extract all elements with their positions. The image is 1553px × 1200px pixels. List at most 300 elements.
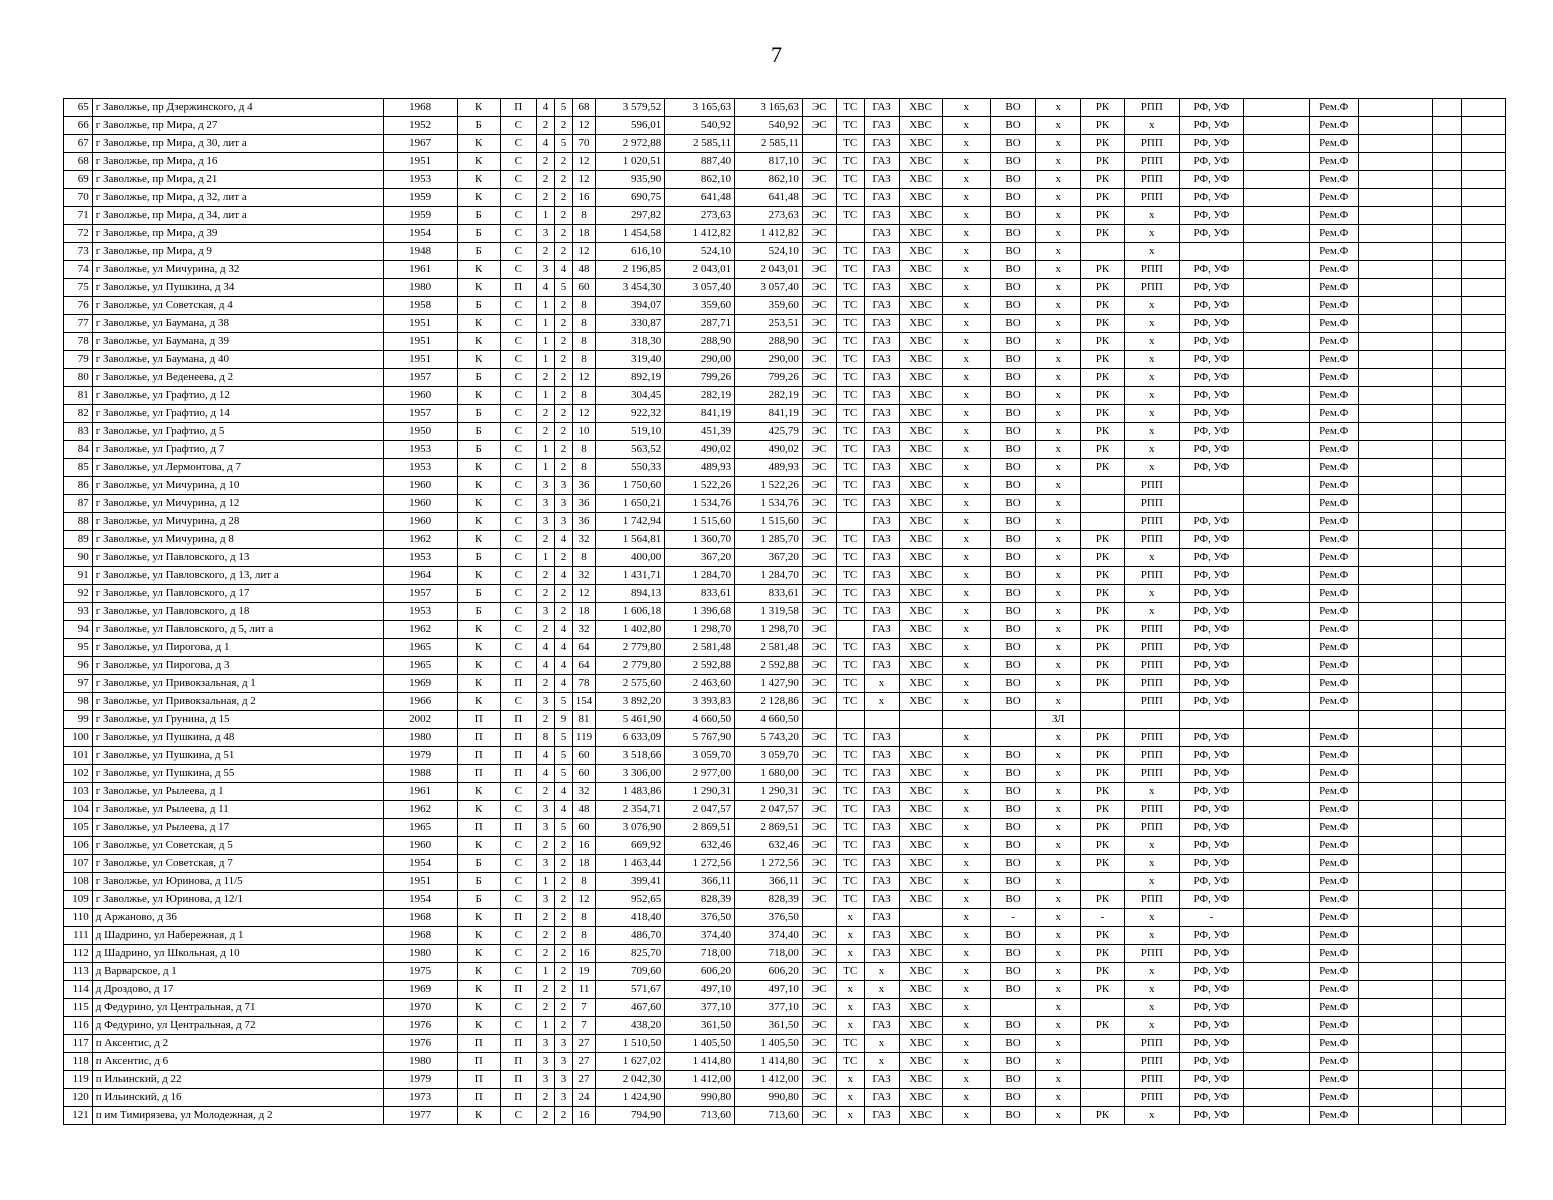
- table-row: [64, 1107, 1506, 1125]
- cell-year-built: 1957: [383, 369, 457, 387]
- cell-address: г Заволжье, ул Баумана, д 39: [92, 333, 383, 351]
- cell-cold-water: ХВС: [899, 693, 942, 711]
- cell-facade: РФ, УФ: [1180, 1017, 1244, 1035]
- cell-floor-material: П: [500, 909, 536, 927]
- cell-note-a: [1358, 207, 1432, 225]
- cell-facade: РФ, УФ: [1180, 873, 1244, 891]
- cell-hot-water: x: [942, 315, 990, 333]
- cell-other-utility: x: [1036, 117, 1081, 135]
- cell-electricity: ЭС: [802, 603, 836, 621]
- cell-extra: [1243, 99, 1309, 117]
- cell-hot-water: x: [942, 837, 990, 855]
- cell-note-a: [1358, 999, 1432, 1017]
- cell-residential-area: 2 581,48: [735, 639, 803, 657]
- cell-other-utility: x: [1036, 801, 1081, 819]
- cell-repair-fund: Рем.Ф: [1309, 981, 1358, 999]
- cell-row-index: 73: [64, 243, 93, 261]
- cell-facade: РФ, УФ: [1180, 513, 1244, 531]
- cell-extra: [1243, 423, 1309, 441]
- cell-hot-water: x: [942, 1107, 990, 1125]
- cell-hot-water: x: [942, 801, 990, 819]
- cell-facade: РФ, УФ: [1180, 315, 1244, 333]
- cell-heating: x: [836, 927, 864, 945]
- cell-extra: [1243, 819, 1309, 837]
- cell-note-c: [1461, 477, 1505, 495]
- page-number: 7: [771, 42, 782, 67]
- cell-note-b: [1432, 477, 1461, 495]
- cell-hot-water: x: [942, 351, 990, 369]
- cell-roof: РК: [1081, 927, 1124, 945]
- cell-electricity: ЭС: [802, 279, 836, 297]
- table-row: [64, 189, 1506, 207]
- cell-note-c: [1461, 999, 1505, 1017]
- cell-note-c: [1461, 585, 1505, 603]
- cell-roof-cover: РПП: [1124, 747, 1180, 765]
- cell-facade: РФ, УФ: [1180, 927, 1244, 945]
- cell-address: г Заволжье, ул Графтио, д 5: [92, 423, 383, 441]
- cell-gas: ГАЗ: [864, 999, 899, 1017]
- cell-roof-cover: x: [1124, 603, 1180, 621]
- cell-sewerage: ВО: [990, 171, 1035, 189]
- cell-heating: ТС: [836, 567, 864, 585]
- cell-extra: [1243, 153, 1309, 171]
- cell-repair-fund: Рем.Ф: [1309, 891, 1358, 909]
- cell-living-area: 282,19: [665, 387, 735, 405]
- cell-total-area: 1 650,21: [596, 495, 665, 513]
- cell-heating: ТС: [836, 963, 864, 981]
- cell-wall-material: П: [457, 765, 500, 783]
- cell-gas: [864, 711, 899, 729]
- cell-floors: 2: [555, 999, 572, 1017]
- cell-other-utility: x: [1036, 315, 1081, 333]
- cell-gas: ГАЗ: [864, 405, 899, 423]
- cell-extra: [1243, 207, 1309, 225]
- cell-roof: РК: [1081, 279, 1124, 297]
- cell-total-area: 519,10: [596, 423, 665, 441]
- cell-floors: 2: [555, 891, 572, 909]
- cell-floors: 3: [555, 513, 572, 531]
- cell-hot-water: x: [942, 855, 990, 873]
- cell-apartments: 32: [572, 531, 596, 549]
- cell-apartments: 12: [572, 117, 596, 135]
- cell-heating: x: [836, 981, 864, 999]
- cell-roof: РК: [1081, 747, 1124, 765]
- cell-apartments: 60: [572, 747, 596, 765]
- cell-heating: ТС: [836, 873, 864, 891]
- cell-hot-water: [942, 711, 990, 729]
- cell-electricity: ЭС: [802, 693, 836, 711]
- cell-row-index: 67: [64, 135, 93, 153]
- cell-floors: 2: [555, 225, 572, 243]
- cell-note-b: [1432, 855, 1461, 873]
- cell-total-area: 318,30: [596, 333, 665, 351]
- cell-entrances: 1: [536, 333, 555, 351]
- cell-roof: РК: [1081, 531, 1124, 549]
- cell-year-built: 1959: [383, 189, 457, 207]
- cell-note-a: [1358, 513, 1432, 531]
- cell-note-c: [1461, 459, 1505, 477]
- cell-entrances: 3: [536, 225, 555, 243]
- cell-roof-cover: x: [1124, 333, 1180, 351]
- cell-electricity: ЭС: [802, 747, 836, 765]
- cell-extra: [1243, 765, 1309, 783]
- cell-year-built: 1966: [383, 693, 457, 711]
- cell-roof: [1081, 1035, 1124, 1053]
- cell-gas: x: [864, 981, 899, 999]
- cell-total-area: 1 020,51: [596, 153, 665, 171]
- cell-apartments: 8: [572, 207, 596, 225]
- cell-roof-cover: x: [1124, 549, 1180, 567]
- cell-cold-water: ХВС: [899, 999, 942, 1017]
- table-row: [64, 153, 1506, 171]
- cell-floors: 2: [555, 459, 572, 477]
- cell-apartments: 12: [572, 369, 596, 387]
- cell-note-b: [1432, 999, 1461, 1017]
- cell-address: г Заволжье, пр Мира, д 27: [92, 117, 383, 135]
- cell-row-index: 96: [64, 657, 93, 675]
- cell-heating: ТС: [836, 333, 864, 351]
- cell-address: г Заволжье, пр Мира, д 21: [92, 171, 383, 189]
- cell-facade: РФ, УФ: [1180, 693, 1244, 711]
- cell-cold-water: ХВС: [899, 297, 942, 315]
- cell-address: г Заволжье, ул Баумана, д 38: [92, 315, 383, 333]
- cell-living-area: 841,19: [665, 405, 735, 423]
- table-row: [64, 297, 1506, 315]
- cell-note-a: [1358, 873, 1432, 891]
- cell-floor-material: С: [500, 225, 536, 243]
- cell-sewerage: ВО: [990, 315, 1035, 333]
- cell-year-built: 1954: [383, 225, 457, 243]
- cell-floor-material: С: [500, 513, 536, 531]
- cell-year-built: 1953: [383, 603, 457, 621]
- cell-floor-material: П: [500, 279, 536, 297]
- cell-year-built: 1952: [383, 117, 457, 135]
- cell-note-b: [1432, 711, 1461, 729]
- cell-roof: РК: [1081, 549, 1124, 567]
- cell-year-built: 1977: [383, 1107, 457, 1125]
- cell-note-a: [1358, 333, 1432, 351]
- cell-heating: ТС: [836, 117, 864, 135]
- cell-address: г Заволжье, пр Мира, д 9: [92, 243, 383, 261]
- cell-note-c: [1461, 333, 1505, 351]
- cell-note-c: [1461, 927, 1505, 945]
- cell-living-area: 2 869,51: [665, 819, 735, 837]
- cell-facade: РФ, УФ: [1180, 855, 1244, 873]
- cell-floor-material: С: [500, 585, 536, 603]
- cell-roof-cover: x: [1124, 387, 1180, 405]
- cell-gas: ГАЗ: [864, 315, 899, 333]
- cell-floor-material: П: [500, 981, 536, 999]
- cell-note-b: [1432, 531, 1461, 549]
- cell-note-b: [1432, 117, 1461, 135]
- cell-living-area: 451,39: [665, 423, 735, 441]
- cell-row-index: 91: [64, 567, 93, 585]
- cell-total-area: 319,40: [596, 351, 665, 369]
- cell-apartments: 8: [572, 873, 596, 891]
- cell-facade: РФ, УФ: [1180, 225, 1244, 243]
- cell-address: г Заволжье, ул Графтио, д 14: [92, 405, 383, 423]
- cell-living-area: 287,71: [665, 315, 735, 333]
- cell-extra: [1243, 243, 1309, 261]
- cell-apartments: 7: [572, 1017, 596, 1035]
- cell-row-index: 93: [64, 603, 93, 621]
- cell-extra: [1243, 333, 1309, 351]
- cell-note-b: [1432, 891, 1461, 909]
- cell-note-b: [1432, 603, 1461, 621]
- cell-electricity: ЭС: [802, 891, 836, 909]
- cell-note-b: [1432, 513, 1461, 531]
- cell-address: п Аксентис, д 6: [92, 1053, 383, 1071]
- cell-roof: [1081, 999, 1124, 1017]
- cell-extra: [1243, 117, 1309, 135]
- cell-extra: [1243, 729, 1309, 747]
- cell-address: г Заволжье, ул Советская, д 4: [92, 297, 383, 315]
- cell-residential-area: 1 285,70: [735, 531, 803, 549]
- cell-apartments: 68: [572, 99, 596, 117]
- cell-extra: [1243, 999, 1309, 1017]
- cell-hot-water: x: [942, 477, 990, 495]
- cell-note-b: [1432, 783, 1461, 801]
- cell-roof: РК: [1081, 819, 1124, 837]
- cell-floors: 5: [555, 729, 572, 747]
- cell-row-index: 68: [64, 153, 93, 171]
- cell-entrances: 3: [536, 1035, 555, 1053]
- cell-cold-water: ХВС: [899, 423, 942, 441]
- cell-roof: РК: [1081, 963, 1124, 981]
- cell-note-a: [1358, 297, 1432, 315]
- cell-extra: [1243, 945, 1309, 963]
- cell-apartments: 32: [572, 783, 596, 801]
- cell-floors: 2: [555, 603, 572, 621]
- cell-living-area: 489,93: [665, 459, 735, 477]
- cell-note-b: [1432, 423, 1461, 441]
- cell-living-area: 1 284,70: [665, 567, 735, 585]
- cell-other-utility: x: [1036, 927, 1081, 945]
- cell-note-a: [1358, 1071, 1432, 1089]
- cell-gas: ГАЗ: [864, 927, 899, 945]
- cell-row-index: 107: [64, 855, 93, 873]
- cell-electricity: ЭС: [802, 765, 836, 783]
- cell-year-built: 1988: [383, 765, 457, 783]
- cell-year-built: 1969: [383, 981, 457, 999]
- cell-hot-water: x: [942, 531, 990, 549]
- cell-sewerage: ВО: [990, 621, 1035, 639]
- cell-address: г Заволжье, ул Веденеева, д 2: [92, 369, 383, 387]
- cell-hot-water: x: [942, 585, 990, 603]
- cell-extra: [1243, 513, 1309, 531]
- cell-hot-water: x: [942, 279, 990, 297]
- cell-facade: РФ, УФ: [1180, 603, 1244, 621]
- cell-address: г Заволжье, ул Мичурина, д 12: [92, 495, 383, 513]
- cell-entrances: 2: [536, 531, 555, 549]
- cell-wall-material: Б: [457, 603, 500, 621]
- table-row: [64, 657, 1506, 675]
- cell-cold-water: ХВС: [899, 279, 942, 297]
- cell-address: г Заволжье, ул Рылеева, д 17: [92, 819, 383, 837]
- cell-electricity: ЭС: [802, 801, 836, 819]
- cell-facade: РФ, УФ: [1180, 261, 1244, 279]
- cell-entrances: 1: [536, 297, 555, 315]
- cell-roof-cover: x: [1124, 459, 1180, 477]
- cell-floor-material: С: [500, 999, 536, 1017]
- cell-residential-area: 1 405,50: [735, 1035, 803, 1053]
- cell-other-utility: x: [1036, 765, 1081, 783]
- cell-floor-material: С: [500, 1107, 536, 1125]
- cell-heating: ТС: [836, 765, 864, 783]
- cell-facade: РФ, УФ: [1180, 801, 1244, 819]
- cell-address: п Аксентис, д 2: [92, 1035, 383, 1053]
- cell-repair-fund: Рем.Ф: [1309, 513, 1358, 531]
- cell-cold-water: ХВС: [899, 459, 942, 477]
- cell-roof-cover: x: [1124, 207, 1180, 225]
- cell-roof: РК: [1081, 801, 1124, 819]
- cell-cold-water: ХВС: [899, 441, 942, 459]
- cell-facade: РФ, УФ: [1180, 567, 1244, 585]
- cell-repair-fund: Рем.Ф: [1309, 693, 1358, 711]
- cell-cold-water: ХВС: [899, 747, 942, 765]
- cell-residential-area: 2 869,51: [735, 819, 803, 837]
- cell-apartments: 48: [572, 801, 596, 819]
- cell-wall-material: Б: [457, 855, 500, 873]
- table-row: [64, 135, 1506, 153]
- cell-cold-water: ХВС: [899, 1071, 942, 1089]
- cell-electricity: ЭС: [802, 639, 836, 657]
- cell-facade: РФ, УФ: [1180, 99, 1244, 117]
- cell-electricity: ЭС: [802, 315, 836, 333]
- cell-gas: ГАЗ: [864, 855, 899, 873]
- cell-roof: РК: [1081, 225, 1124, 243]
- table-row: [64, 261, 1506, 279]
- cell-roof-cover: РПП: [1124, 135, 1180, 153]
- cell-year-built: 1962: [383, 621, 457, 639]
- cell-note-c: [1461, 405, 1505, 423]
- cell-other-utility: x: [1036, 1089, 1081, 1107]
- cell-roof: [1081, 711, 1124, 729]
- cell-apartments: 119: [572, 729, 596, 747]
- cell-facade: РФ, УФ: [1180, 765, 1244, 783]
- cell-other-utility: x: [1036, 747, 1081, 765]
- cell-row-index: 109: [64, 891, 93, 909]
- cell-year-built: 1948: [383, 243, 457, 261]
- cell-electricity: ЭС: [802, 927, 836, 945]
- cell-roof-cover: x: [1124, 243, 1180, 261]
- cell-row-index: 87: [64, 495, 93, 513]
- cell-note-a: [1358, 531, 1432, 549]
- cell-repair-fund: Рем.Ф: [1309, 603, 1358, 621]
- cell-note-c: [1461, 711, 1505, 729]
- cell-hot-water: x: [942, 783, 990, 801]
- cell-note-a: [1358, 783, 1432, 801]
- cell-gas: ГАЗ: [864, 1089, 899, 1107]
- cell-apartments: 19: [572, 963, 596, 981]
- cell-year-built: 1980: [383, 1053, 457, 1071]
- cell-note-c: [1461, 1071, 1505, 1089]
- cell-extra: [1243, 261, 1309, 279]
- cell-facade: РФ, УФ: [1180, 747, 1244, 765]
- cell-address: г Заволжье, ул Мичурина, д 8: [92, 531, 383, 549]
- cell-total-area: 616,10: [596, 243, 665, 261]
- cell-sewerage: ВО: [990, 963, 1035, 981]
- cell-sewerage: ВО: [990, 855, 1035, 873]
- cell-floors: 2: [555, 297, 572, 315]
- cell-repair-fund: Рем.Ф: [1309, 135, 1358, 153]
- cell-repair-fund: Рем.Ф: [1309, 225, 1358, 243]
- cell-note-c: [1461, 153, 1505, 171]
- cell-facade: РФ, УФ: [1180, 387, 1244, 405]
- cell-facade: РФ, УФ: [1180, 333, 1244, 351]
- cell-cold-water: ХВС: [899, 351, 942, 369]
- cell-living-area: 288,90: [665, 333, 735, 351]
- cell-repair-fund: Рем.Ф: [1309, 963, 1358, 981]
- cell-other-utility: x: [1036, 891, 1081, 909]
- cell-repair-fund: Рем.Ф: [1309, 657, 1358, 675]
- cell-repair-fund: Рем.Ф: [1309, 909, 1358, 927]
- cell-electricity: ЭС: [802, 675, 836, 693]
- cell-note-b: [1432, 315, 1461, 333]
- cell-note-a: [1358, 99, 1432, 117]
- cell-row-index: 65: [64, 99, 93, 117]
- cell-total-area: 1 750,60: [596, 477, 665, 495]
- cell-sewerage: ВО: [990, 1071, 1035, 1089]
- cell-facade: РФ, УФ: [1180, 153, 1244, 171]
- cell-residential-area: 2 047,57: [735, 801, 803, 819]
- cell-note-c: [1461, 603, 1505, 621]
- cell-floor-material: С: [500, 1017, 536, 1035]
- cell-total-area: 2 972,88: [596, 135, 665, 153]
- cell-electricity: ЭС: [802, 549, 836, 567]
- cell-year-built: 1973: [383, 1089, 457, 1107]
- cell-roof-cover: x: [1124, 117, 1180, 135]
- cell-electricity: ЭС: [802, 873, 836, 891]
- cell-total-area: 1 606,18: [596, 603, 665, 621]
- cell-extra: [1243, 693, 1309, 711]
- cell-cold-water: ХВС: [899, 1107, 942, 1125]
- cell-hot-water: x: [942, 549, 990, 567]
- cell-residential-area: 290,00: [735, 351, 803, 369]
- cell-cold-water: ХВС: [899, 801, 942, 819]
- cell-note-a: [1358, 441, 1432, 459]
- cell-total-area: 892,19: [596, 369, 665, 387]
- cell-apartments: 36: [572, 495, 596, 513]
- cell-electricity: ЭС: [802, 369, 836, 387]
- cell-sewerage: ВО: [990, 837, 1035, 855]
- cell-year-built: 1960: [383, 387, 457, 405]
- cell-residential-area: 2 585,11: [735, 135, 803, 153]
- cell-hot-water: x: [942, 495, 990, 513]
- cell-residential-area: 273,63: [735, 207, 803, 225]
- cell-extra: [1243, 1035, 1309, 1053]
- cell-extra: [1243, 441, 1309, 459]
- cell-note-b: [1432, 981, 1461, 999]
- cell-note-a: [1358, 153, 1432, 171]
- cell-heating: ТС: [836, 459, 864, 477]
- table-row: [64, 441, 1506, 459]
- table-row: [64, 333, 1506, 351]
- cell-heating: [836, 621, 864, 639]
- cell-facade: РФ, УФ: [1180, 135, 1244, 153]
- cell-roof-cover: x: [1124, 423, 1180, 441]
- cell-floor-material: С: [500, 207, 536, 225]
- cell-total-area: 825,70: [596, 945, 665, 963]
- cell-total-area: 550,33: [596, 459, 665, 477]
- cell-residential-area: 1 298,70: [735, 621, 803, 639]
- cell-residential-area: 2 043,01: [735, 261, 803, 279]
- cell-repair-fund: Рем.Ф: [1309, 369, 1358, 387]
- cell-residential-area: 2 128,86: [735, 693, 803, 711]
- cell-floor-material: С: [500, 783, 536, 801]
- cell-living-area: 2 585,11: [665, 135, 735, 153]
- cell-note-c: [1461, 837, 1505, 855]
